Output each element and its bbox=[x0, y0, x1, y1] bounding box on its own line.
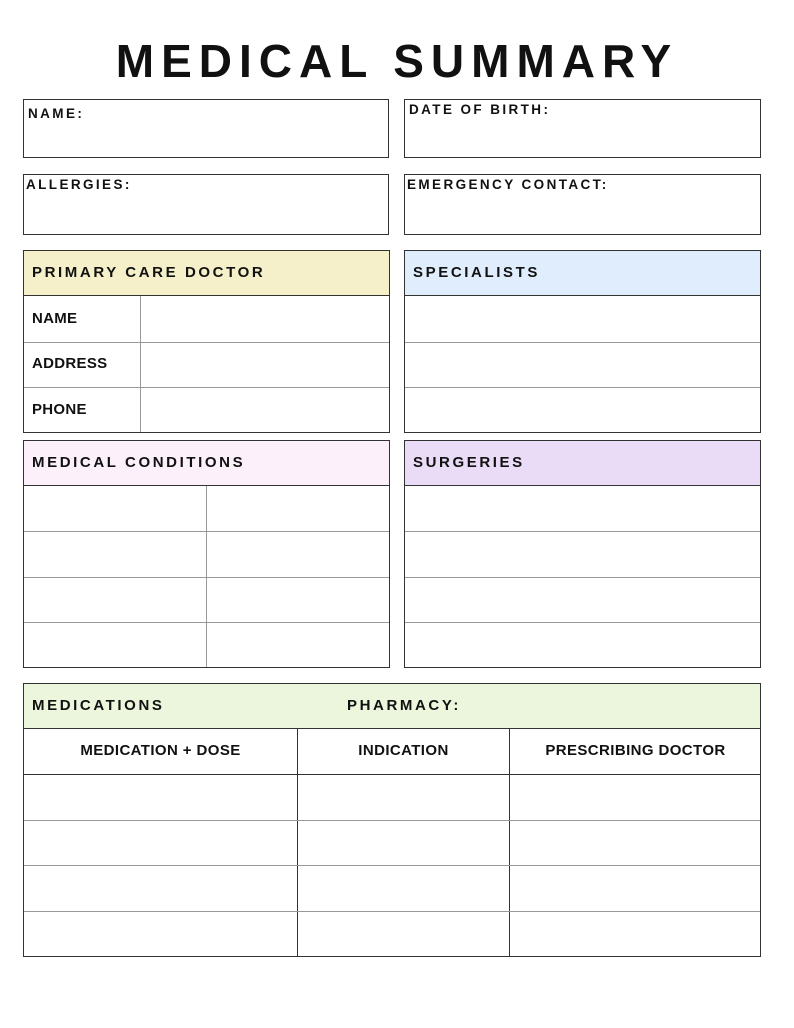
medical-conditions-header: MEDICAL CONDITIONS bbox=[24, 441, 389, 486]
page-title: MEDICAL SUMMARY bbox=[115, 35, 679, 87]
medications-row[interactable] bbox=[24, 911, 760, 912]
pharmacy-label: PHARMACY: bbox=[347, 697, 461, 714]
emergency-contact-field[interactable] bbox=[404, 174, 761, 235]
primary-care-divider bbox=[140, 296, 141, 432]
primary-care-row-name[interactable] bbox=[24, 342, 389, 343]
medication-dose-column-header: MEDICATION + DOSE bbox=[80, 742, 241, 759]
medical-conditions-section bbox=[23, 440, 390, 668]
medications-header-rule bbox=[24, 774, 760, 775]
date-of-birth-field[interactable] bbox=[404, 99, 761, 158]
medications-header bbox=[24, 684, 760, 729]
medications-row[interactable] bbox=[24, 820, 760, 821]
medications-section bbox=[23, 683, 761, 957]
medical-conditions-row[interactable] bbox=[24, 577, 389, 578]
prescribing-doctor-column-header: PRESCRIBING DOCTOR bbox=[545, 742, 726, 759]
allergies-field-label: ALLERGIES: bbox=[26, 177, 132, 192]
surgeries-row[interactable] bbox=[405, 577, 760, 578]
date-of-birth-field-label: DATE OF BIRTH: bbox=[409, 102, 551, 117]
primary-care-section bbox=[23, 250, 390, 433]
primary-care-address-label: ADDRESS bbox=[32, 355, 108, 372]
indication-column-header: INDICATION bbox=[358, 742, 449, 759]
medications-row[interactable] bbox=[24, 865, 760, 866]
specialists-row[interactable] bbox=[405, 342, 760, 343]
primary-care-phone-label: PHONE bbox=[32, 401, 87, 418]
surgeries-section bbox=[404, 440, 761, 668]
specialists-row[interactable] bbox=[405, 387, 760, 388]
emergency-contact-field-label: EMERGENCY CONTACT: bbox=[407, 177, 609, 192]
medical-conditions-row[interactable] bbox=[24, 531, 389, 532]
medications-label: MEDICATIONS bbox=[32, 697, 165, 714]
name-field[interactable] bbox=[23, 99, 389, 158]
specialists-header: SPECIALISTS bbox=[405, 251, 760, 296]
allergies-field[interactable] bbox=[23, 174, 389, 235]
specialists-section bbox=[404, 250, 761, 433]
name-field-label: NAME: bbox=[28, 106, 85, 121]
surgeries-header: SURGERIES bbox=[405, 441, 760, 486]
surgeries-row[interactable] bbox=[405, 531, 760, 532]
primary-care-row-address[interactable] bbox=[24, 387, 389, 388]
surgeries-row[interactable] bbox=[405, 622, 760, 623]
primary-care-name-label: NAME bbox=[32, 310, 78, 327]
primary-care-header: PRIMARY CARE DOCTOR bbox=[24, 251, 389, 296]
medical-conditions-row[interactable] bbox=[24, 622, 389, 623]
